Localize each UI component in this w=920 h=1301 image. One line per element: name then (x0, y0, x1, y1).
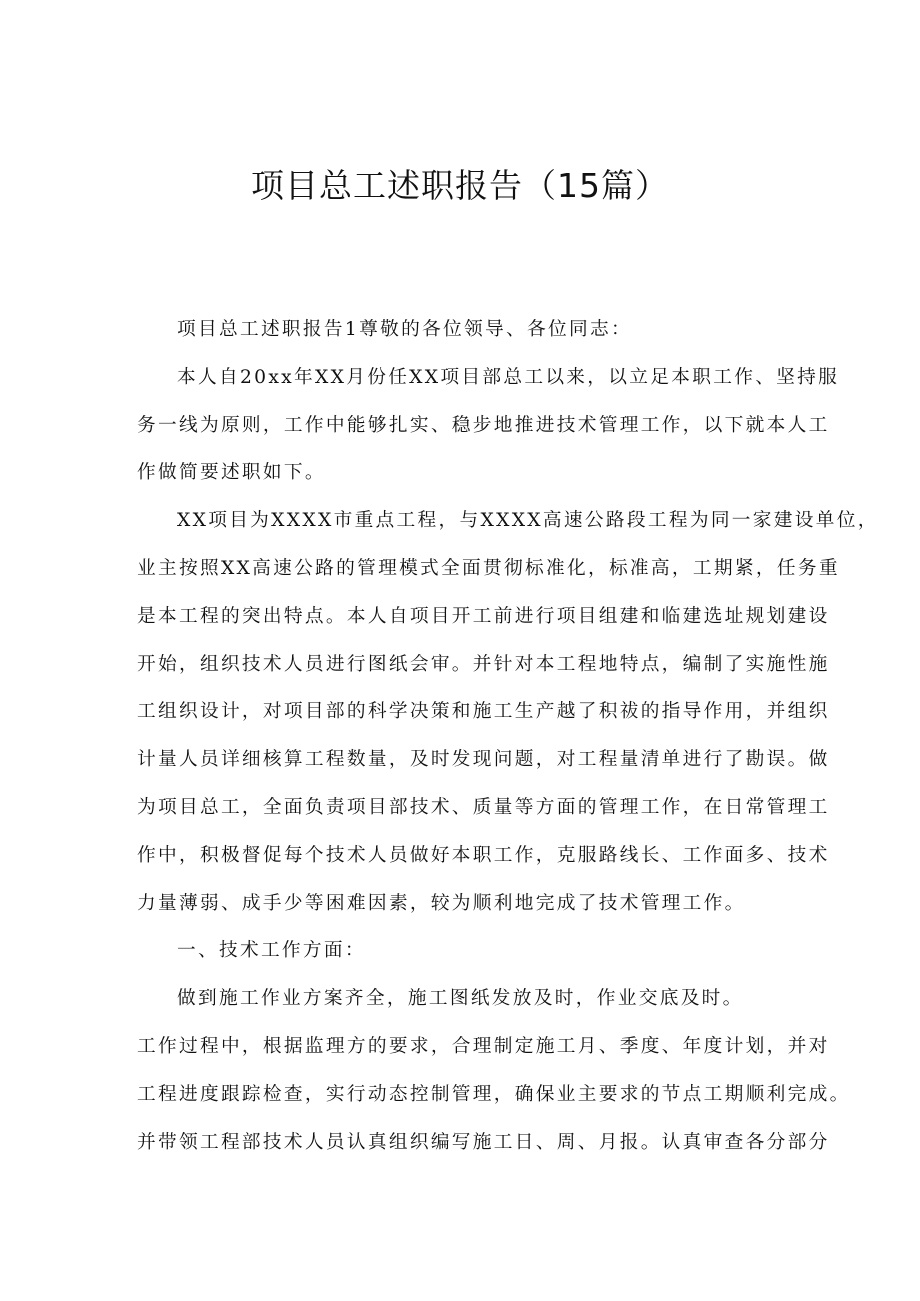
section-heading: 一、技术工作方面： (177, 940, 366, 962)
text-line: 工组织设计，对项目部的科学决策和施工生产越了积祓的指导作用，并组织 (137, 701, 830, 723)
text-line: 业主按照XX高速公路的管理模式全面贯彻标准化，标准高，工期紧，任务重 (137, 557, 840, 579)
text-line: 本人自20xx年XX月份任XX项目部总工以来，以立足本职工作、坚持服 (177, 366, 840, 388)
text-line: 作做简要述职如下。 (137, 462, 326, 484)
text-line: 是本工程的突出特点。本人自项目开工前进行项目组建和临建选址规划建设 (137, 605, 830, 627)
text-line: 项目总工述职报告1尊敬的各位领导、各位同志： (177, 319, 632, 340)
text-line: 工作过程中，根据监理方的要求，合理制定施工月、季度、年度计划，并对 (137, 1035, 830, 1057)
text-line: 开始，组织技术人员进行图纸会审。并针对本工程地特点，编制了实施性施 (137, 653, 830, 675)
document-title: 项目总工述职报告（15篇） (251, 166, 669, 205)
text-line: 计量人员详细核算工程数量，及时发现问题，对工程量清单进行了勘误。做 (137, 749, 830, 771)
text-line: XX项目为XXXX市重点工程，与XXXX高速公路段工程为同一家建设单位， (177, 510, 879, 532)
text-line: 力量薄弱、成手少等困难因素，较为顺利地完成了技术管理工作。 (137, 892, 746, 914)
text-line: 为项目总工，全面负责项目部技术、质量等方面的管理工作，在日常管理工 (137, 796, 830, 818)
text-line: 务一线为原则，工作中能够扎实、稳步地推进技术管理工作，以下就本人工 (137, 414, 830, 436)
text-line: 作中，积极督促每个技术人员做好本职工作，克服路线长、工作面多、技术 (137, 844, 830, 866)
document-body (137, 306, 879, 1166)
text-line: 并带领工程部技术人员认真组织编写施工日、周、月报。认真审查各分部分 (137, 1131, 830, 1153)
text-line: 工程进度跟踪检查，实行动态控制管理，确保业主要求的节点工期顺利完成。 (137, 1083, 851, 1105)
text-line: 做到施工作业方案齐全，施工图纸发放及时，作业交底及时。 (177, 988, 744, 1010)
